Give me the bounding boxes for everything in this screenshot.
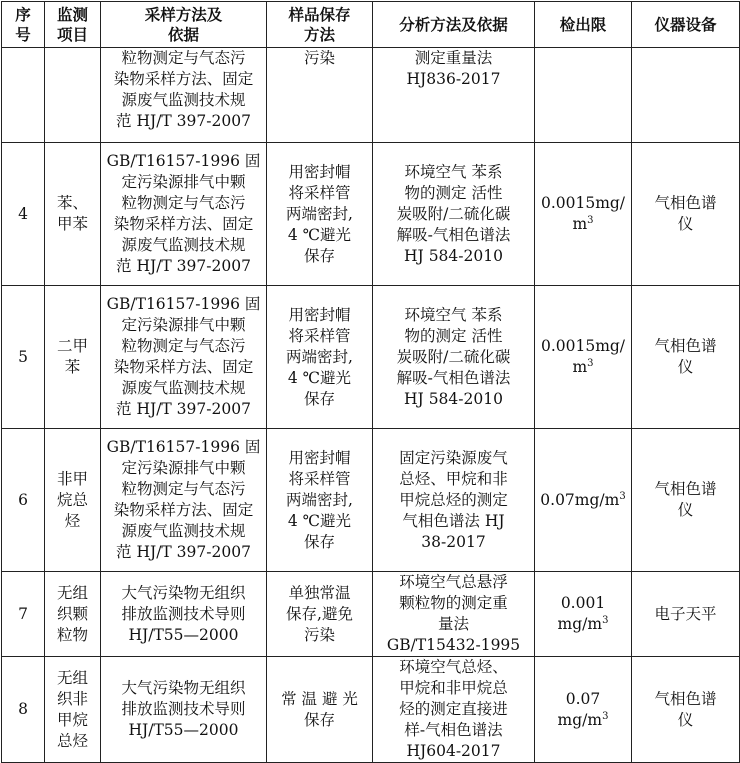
limit-unit-superscript: 3 <box>587 214 594 226</box>
cell-analysis: 测定重量法 HJ836-2017 <box>373 48 535 143</box>
cell-method: GB/T16157-1996 固 定污染源排气中颗 粒物测定与气态污 染物采样方法、固定 源废气监测技术规 范 HJ/T 397-2007 <box>101 429 267 572</box>
cell-no <box>2 48 45 143</box>
cell-storage: 污染 <box>267 48 373 143</box>
cell-storage: 用密封帽 将采样管 两端密封, 4 ℃避光 保存 <box>267 429 373 572</box>
table-row <box>2 286 740 429</box>
header-analysis: 分析方法及依据 <box>373 2 535 48</box>
cell-instrument: 气相色谱 仪 <box>632 429 740 572</box>
cell-method: 粒物测定与气态污 染物采样方法、固定 源废气监测技术规 范 HJ/T 397-2007 <box>101 48 267 143</box>
cell-item <box>45 48 101 143</box>
header-no: 序 号 <box>2 2 45 48</box>
cell-limit: 0.0015mg/ $m^3$ <box>535 143 632 286</box>
limit-unit-superscript: 3 <box>602 614 609 626</box>
cell-no: 5 <box>2 286 45 429</box>
cell-method: GB/T16157-1996 固 定污染源排气中颗 粒物测定与气态污 染物采样方法、固定 源废气监测技术规 范 HJ/T 397-2007 <box>101 286 267 429</box>
limit-unit-superscript: 3 <box>587 357 594 369</box>
cell-instrument: 气相色谱 仪 <box>632 143 740 286</box>
cell-storage: 单独常温 保存,避免 污染 <box>267 572 373 657</box>
cell-analysis: 环境空气总烃、 甲烷和非甲烷总 烃的测定直接进 样-气相色谱法 HJ604-2017 <box>373 657 535 763</box>
cell-limit: 0.07 $mg/m^3$ <box>535 657 632 763</box>
cell-instrument: 气相色谱 仪 <box>632 286 740 429</box>
table-row <box>2 143 740 286</box>
cell-method: 大气污染物无组织 排放监测技术导则 HJ/T55—2000 <box>101 657 267 763</box>
cell-item: 苯、 甲苯 <box>45 143 101 286</box>
header-instrument: 仪器设备 <box>632 2 740 48</box>
header-item: 监测 项目 <box>45 2 101 48</box>
table-row <box>2 429 740 572</box>
cell-storage: 常 温 避 光 保存 <box>267 657 373 763</box>
cell-limit: 0.0015mg/ $m^3$ <box>535 286 632 429</box>
cell-storage: 用密封帽 将采样管 两端密封, 4 ℃避光 保存 <box>267 286 373 429</box>
cell-no: 6 <box>2 429 45 572</box>
limit-unit-superscript: 3 <box>619 490 626 502</box>
limit-unit-superscript: 3 <box>602 710 609 722</box>
monitoring-methods-table <box>1 1 740 763</box>
cell-instrument: 气相色谱 仪 <box>632 657 740 763</box>
cell-method: 大气污染物无组织 排放监测技术导则 HJ/T55—2000 <box>101 572 267 657</box>
cell-no: 7 <box>2 572 45 657</box>
cell-no: 8 <box>2 657 45 763</box>
header-storage: 样品保存 方法 <box>267 2 373 48</box>
cell-method: GB/T16157-1996 固 定污染源排气中颗 粒物测定与气态污 染物采样方法、固定 源废气监测技术规 范 HJ/T 397-2007 <box>101 143 267 286</box>
cell-storage: 用密封帽 将采样管 两端密封, 4 ℃避光 保存 <box>267 143 373 286</box>
cell-limit: $0.07mg/m^3$ <box>535 429 632 572</box>
cell-item: 非甲 烷总 烃 <box>45 429 101 572</box>
cell-limit: 0.001 $mg/m^3$ <box>535 572 632 657</box>
table-row <box>2 572 740 657</box>
cell-analysis: 固定污染源废气 总烃、甲烷和非 甲烷总烃的测定 气相色谱法 HJ 38-2017 <box>373 429 535 572</box>
cell-item: 无组 织非 甲烷 总烃 <box>45 657 101 763</box>
cell-analysis: 环境空气 苯系 物的测定 活性 炭吸附/二硫化碳 解吸-气相色谱法 HJ 584-2010 <box>373 143 535 286</box>
cell-item: 二甲 苯 <box>45 286 101 429</box>
header-limit: 检出限 <box>535 2 632 48</box>
cell-analysis: 环境空气 苯系 物的测定 活性 炭吸附/二硫化碳 解吸-气相色谱法 HJ 584-2010 <box>373 286 535 429</box>
header-row <box>2 2 740 48</box>
header-method: 采样方法及 依据 <box>101 2 267 48</box>
cell-analysis: 环境空气总悬浮 颗粒物的测定重 量法 GB/T15432-1995 <box>373 572 535 657</box>
cell-no: 4 <box>2 143 45 286</box>
cell-instrument: 电子天平 <box>632 572 740 657</box>
table-row <box>2 657 740 763</box>
cell-item: 无组 织颗 粒物 <box>45 572 101 657</box>
table-row <box>2 48 740 143</box>
cell-instrument <box>632 48 740 143</box>
cell-limit <box>535 48 632 143</box>
